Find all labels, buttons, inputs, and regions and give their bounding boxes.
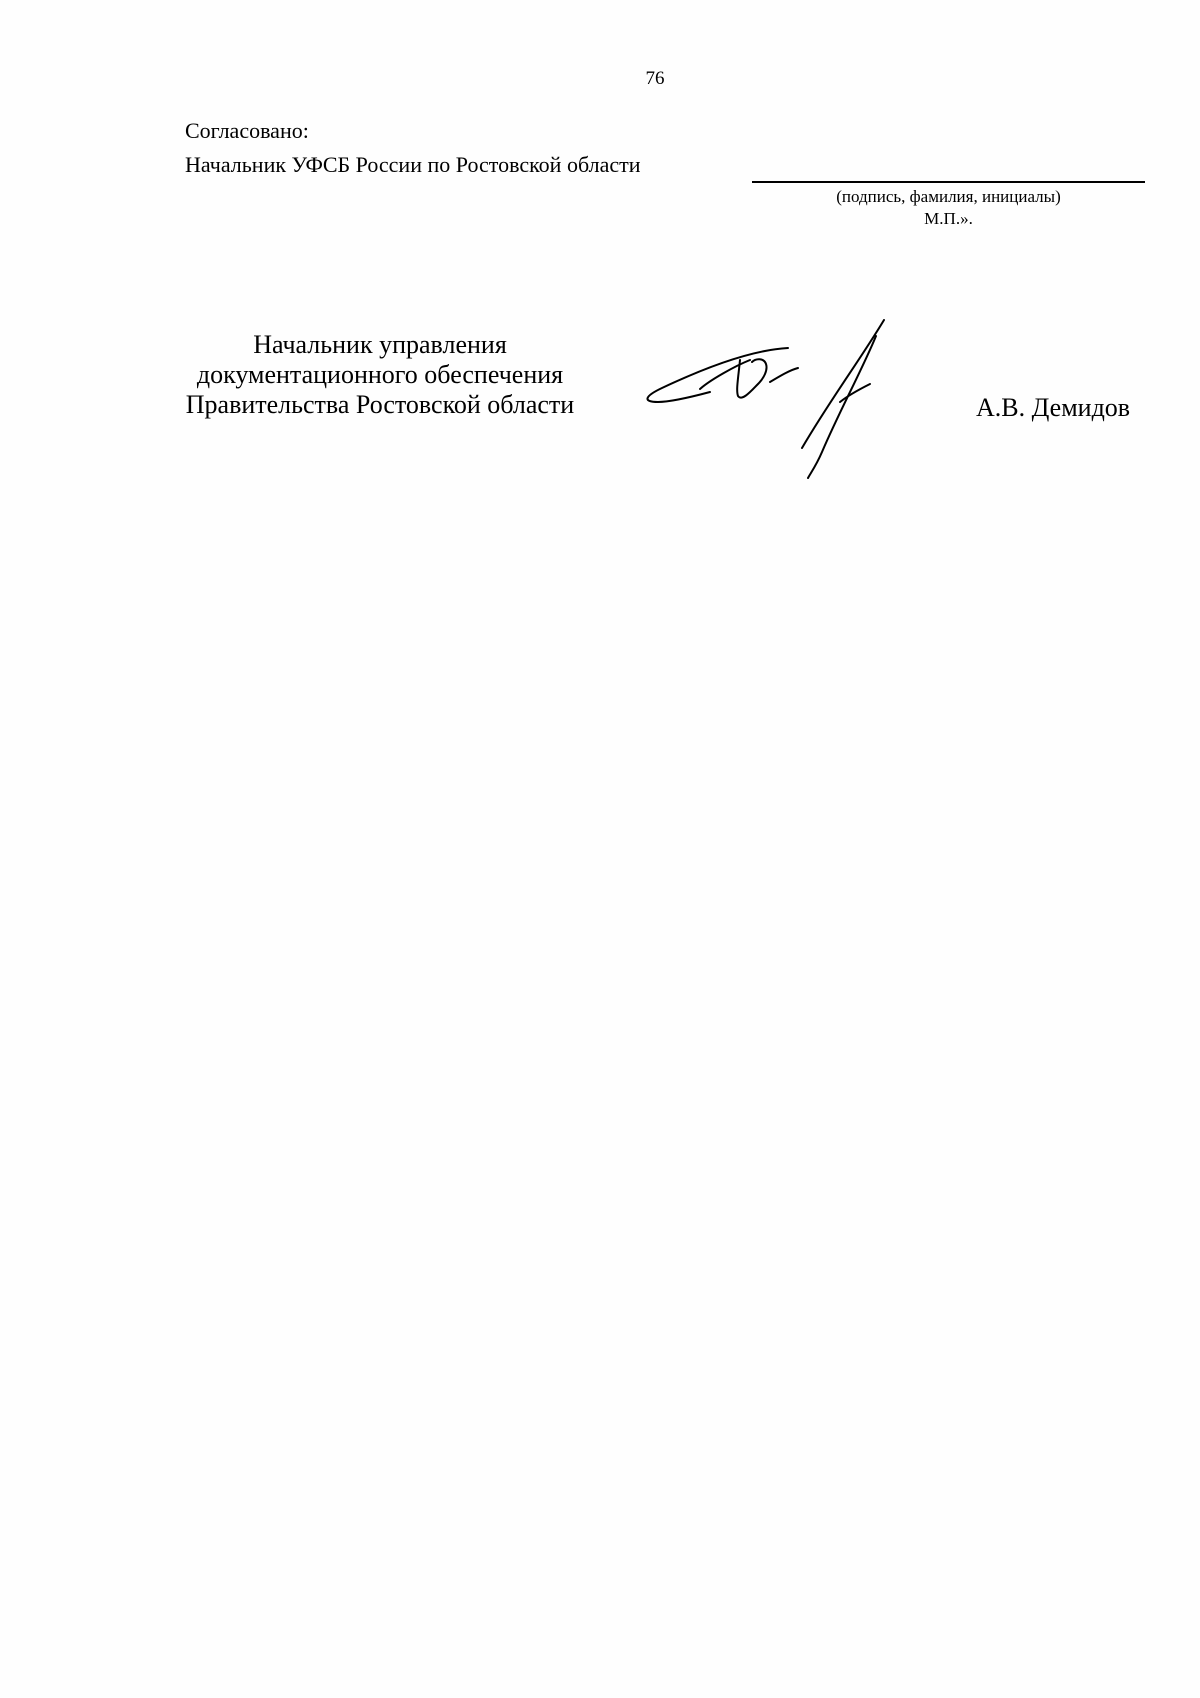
signature-line (752, 181, 1145, 183)
signature-stroke (770, 368, 798, 382)
signature-stroke (802, 320, 884, 448)
signatory-position (155, 330, 605, 420)
signature-caption-block (752, 186, 1145, 230)
signature-stroke (700, 360, 750, 389)
approval-heading: Согласовано: (185, 118, 309, 143)
approval-block (185, 114, 641, 182)
signatory-name: А.В. Демидов (976, 393, 1131, 422)
signature-stroke (808, 336, 876, 478)
signatory-position-line: документационного обеспечения (196, 360, 564, 389)
seal-note: М.П.». (924, 209, 973, 228)
signature-stroke (840, 384, 870, 402)
handwritten-signature (640, 310, 940, 480)
approval-position: Начальник УФСБ России по Ростовской области (185, 152, 641, 177)
signature-stroke (647, 348, 788, 402)
signature-stroke (737, 359, 766, 397)
signatory-position-line: Правительства Ростовской области (185, 390, 575, 419)
signatory-position-line: Начальник управления (253, 330, 507, 359)
signature-caption: (подпись, фамилия, инициалы) (836, 187, 1061, 206)
page-number: 76 (645, 68, 665, 89)
